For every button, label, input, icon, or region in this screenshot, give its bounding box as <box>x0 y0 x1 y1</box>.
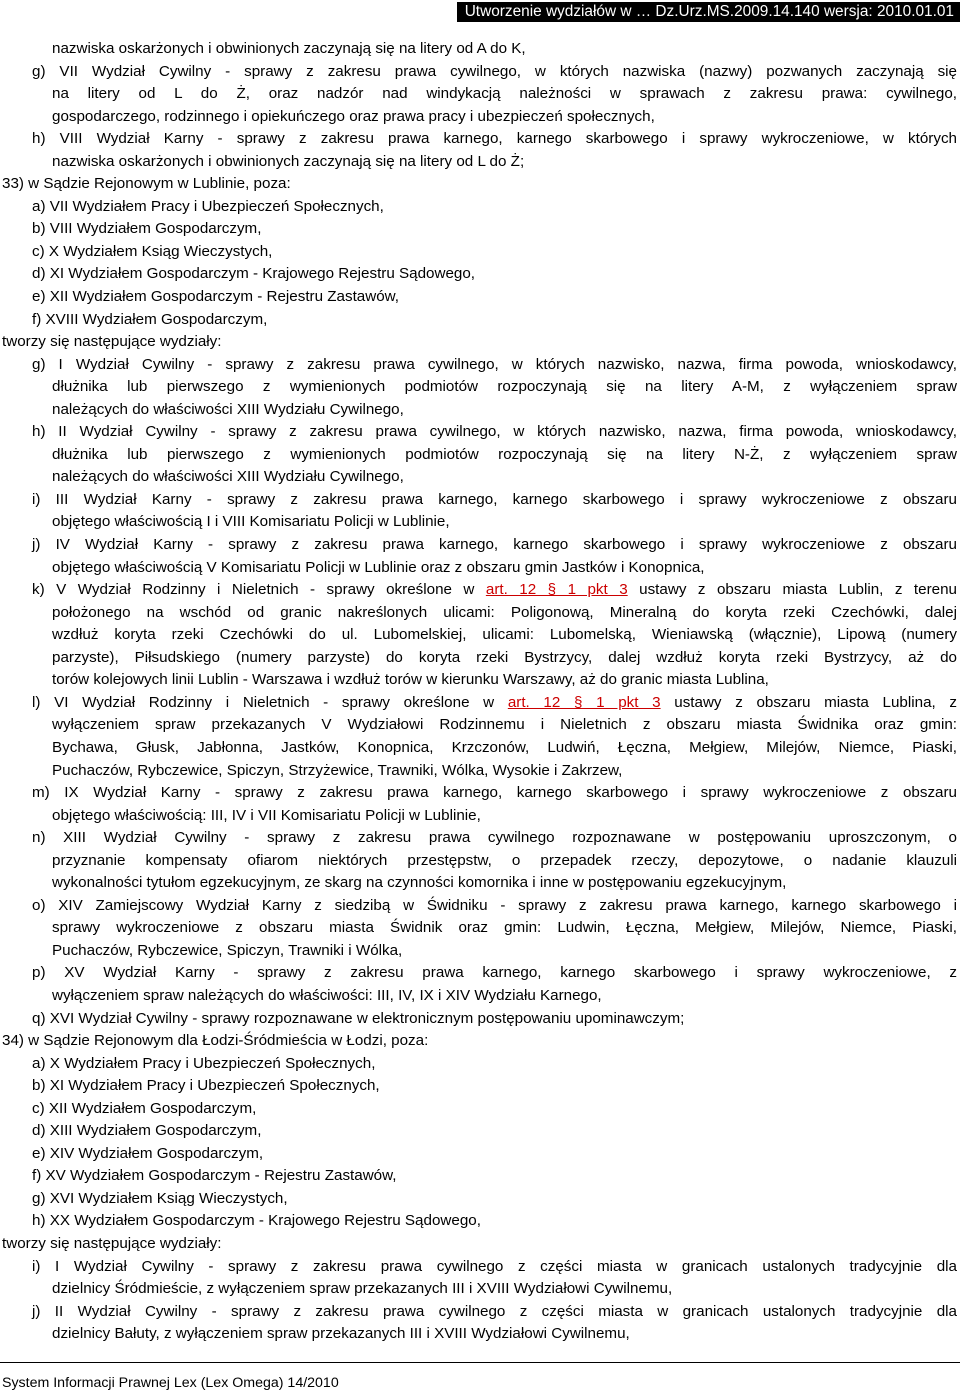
text-line: dzielnicy Śródmieście, z wyłączeniem spraw przekazanych III i XVIII Wydziałowi Cywilnemu, <box>52 1280 673 1298</box>
line-text-after-link: ustawy z obszaru miasta Lublina, z <box>660 693 957 711</box>
text-line: objętego właściwością V Komisariatu Policji w Lublinie oraz z obszaru gmin Jastków i Konopnica, <box>52 558 705 576</box>
text-line: dzielnicy Bałuty, z wyłączeniem spraw przekazanych III i XVIII Wydziałowi Cywilnemu, <box>52 1325 630 1343</box>
line-text-before-link: k) V Wydział Rodzinny i Nieletnich - sprawy określone w <box>32 581 486 599</box>
text-line: j) IV Wydział Karny - sprawy z zakresu prawa karnego, karnego skarbowego i sprawy wykroczeniowe z obszaru <box>32 536 957 554</box>
document-body <box>0 38 957 1346</box>
text-line: Puchaczów, Rybczewice, Spiczyn, Trawniki i Wólka, <box>52 941 403 959</box>
article-link[interactable]: art. 12 § 1 pkt 3 <box>507 693 661 711</box>
text-line <box>0 692 957 715</box>
footer-text: System Informacji Prawnej Lex (Lex Omega) 14/2010 <box>2 1375 339 1391</box>
text-line: n) XIII Wydział Cywilny - sprawy z zakresu prawa cywilnego rozpoznawane w postępowaniu uproszczonym, o <box>32 829 957 847</box>
text-line: q) XVI Wydział Cywilny - sprawy rozpoznawane w elektronicznym postępowaniu upominawczym; <box>32 1009 685 1027</box>
text-line: i) III Wydział Karny - sprawy z zakresu prawa karnego, karnego skarbowego i sprawy wykroczeniowe z obszaru <box>32 490 957 508</box>
text-line: należących do właściwości XIII Wydziału Cywilnego, <box>52 400 404 418</box>
text-line: m) IX Wydział Karny - sprawy z zakresu prawa karnego, karnego skarbowego i sprawy wykroczeniowe z obszaru <box>32 784 957 802</box>
text-line <box>0 579 957 602</box>
text-line: wyłączeniem spraw przekazanych V Wydziałowi Rodzinnemu i Nieletnich z obszaru miasta Świdnika oraz gmin: <box>52 716 957 734</box>
text-line: h) II Wydział Cywilny - sprawy z zakresu prawa cywilnego, w których nazwisko, nazwa, firma powoda, wnioskodawcy, <box>32 423 957 441</box>
text-line: 33) w Sądzie Rejonowym w Lublinie, poza: <box>2 175 291 193</box>
text-line: f) XV Wydziałem Gospodarczym - Rejestru Zastawów, <box>32 1167 397 1185</box>
document-header <box>457 2 960 22</box>
text-line: położonego na wschód od granic nakreślonych ulicami: Poligonową, Mineralną do koryta rzeki Czechówki, dalej <box>52 603 957 621</box>
text-line: c) X Wydziałem Ksiąg Wieczystych, <box>32 242 273 260</box>
text-line: g) I Wydział Cywilny - sprawy z zakresu prawa cywilnego, w których nazwisko, nazwa, firma powoda, wnioskodawcy, <box>32 355 957 373</box>
line-text-before-link: l) VI Wydział Rodzinny i Nieletnich - sprawy określone w <box>32 693 508 711</box>
text-line: nazwiska oskarżonych i obwinionych zaczynają się na litery od L do Ż; <box>52 152 525 170</box>
text-line: na litery od L do Ż, oraz nadzór nad windykacją należności w sprawach z zakresu prawa: cywilnego, <box>52 85 957 103</box>
text-line: b) XI Wydziałem Pracy i Ubezpieczeń Społecznych, <box>32 1077 380 1095</box>
text-line: parzyste), Piłsudskiego (numery parzyste) do koryta rzeki Bystrzycy, dalej wzdłuż koryta rzeki Bystrzycy, aż do <box>52 648 957 666</box>
line-text-after-link: ustawy z obszaru miasta Lublin, z terenu <box>627 581 957 599</box>
text-line: f) XVIII Wydziałem Gospodarczym, <box>32 310 268 328</box>
text-line: g) XVI Wydziałem Ksiąg Wieczystych, <box>32 1189 288 1207</box>
text-line: należących do właściwości XIII Wydziału Cywilnego, <box>52 468 404 486</box>
article-link[interactable]: art. 12 § 1 pkt 3 <box>485 581 628 599</box>
text-line: h) VIII Wydział Karny - sprawy z zakresu prawa karnego, karnego skarbowego i sprawy wykroczeniowe, w których <box>32 130 957 148</box>
text-line: a) X Wydziałem Pracy i Ubezpieczeń Społecznych, <box>32 1054 376 1072</box>
text-line: tworzy się następujące wydziały: <box>2 1234 222 1252</box>
text-line: e) XIV Wydziałem Gospodarczym, <box>32 1144 264 1162</box>
text-line: i) I Wydział Cywilny - sprawy z zakresu prawa cywilnego z części miasta w granicach ustalonych tradycyjnie dla <box>32 1257 957 1275</box>
text-line: j) II Wydział Cywilny - sprawy z zakresu prawa cywilnego z części miasta w granicach ustalonych tradycyjnie dla <box>32 1302 957 1320</box>
text-line: nazwiska oskarżonych i obwinionych zaczynają się na litery od A do K, <box>52 40 526 57</box>
text-line: d) XIII Wydziałem Gospodarczym, <box>32 1122 262 1140</box>
text-line: 34) w Sądzie Rejonowym dla Łodzi-Śródmieścia w Łodzi, poza: <box>2 1032 429 1050</box>
text-line: dłużnika lub pierwszego z wymienionych podmiotów rozpoczynają się na litery A-M, z wyłączeniem spraw <box>52 378 957 396</box>
text-line: e) XII Wydziałem Gospodarczym - Rejestru Zastawów, <box>32 288 400 306</box>
text-line: dłużnika lub pierwszego z wymienionych podmiotów rozpoczynają się na litery N-Ż, z wyłączeniem spraw <box>52 445 957 463</box>
text-line: p) XV Wydział Karny - sprawy z zakresu prawa karnego, karnego skarbowego i sprawy wykroczeniowe, z <box>32 964 957 982</box>
text-line: Bychawa, Głusk, Jabłonna, Jastków, Konopnica, Krzczonów, Ludwiń, Łęczna, Mełgiew, Milejów, Niemce, Piaski, <box>52 738 957 756</box>
text-line: wzdłuż koryta rzeki Czechówki do ul. Lubomelskiej, ulicami: Lubomelską, Wieniawską (włącznie), Lipową (numery <box>52 626 957 644</box>
text-line: wyłączeniem spraw należących do właściwości: III, IV, IX i XIV Wydziału Karnego, <box>52 986 602 1004</box>
text-line: wykonalności tytułom egzekucyjnym, ze skarg na czynności komornika i inne w postępowaniu egzekucyjnym, <box>52 874 787 892</box>
text-line: o) XIV Zamiejscowy Wydział Karny z siedzibą w Świdniku - sprawy z zakresu prawa karnego, karnego skarbowego i <box>32 896 957 914</box>
text-line: przyznanie kompensaty ofiarom niektórych przestępstw, o przepadek rzeczy, depozytowe, o nadanie klauzuli <box>52 851 957 869</box>
document-footer <box>0 1362 960 1393</box>
text-line: objętego właściwością: III, IV i VII Komisariatu Policji w Lublinie, <box>52 806 481 824</box>
text-line: g) VII Wydział Cywilny - sprawy z zakresu prawa cywilnego, w których nazwiska (nazwy) pozwanych zaczynają się <box>32 62 957 80</box>
text-line: h) XX Wydziałem Gospodarczym - Krajowego Rejestru Sądowego, <box>32 1212 481 1230</box>
text-line: a) VII Wydziałem Pracy i Ubezpieczeń Społecznych, <box>32 197 384 215</box>
text-line: torów kolejowych linii Lublin - Warszawa i wzdłuż torów w kierunku Warszawy, aż do granic miasta Lublina, <box>52 671 769 689</box>
text-line: tworzy się następujące wydziały: <box>2 333 222 351</box>
text-line: c) XII Wydziałem Gospodarczym, <box>32 1099 257 1117</box>
text-line: Puchaczów, Rybczewice, Spiczyn, Strzyżewice, Trawniki, Wólka, Wysokie i Zakrzew, <box>52 761 623 779</box>
text-line: gospodarczego, rodzinnego i opiekuńczego oraz prawa pracy i ubezpieczeń społecznych, <box>52 107 655 125</box>
document-title: Utworzenie wydziałów w … Dz.Urz.MS.2009.14.140 wersja: 2010.01.01 <box>464 3 954 20</box>
text-line: objętego właściwością I i VIII Komisariatu Policji w Lublinie, <box>52 513 450 531</box>
text-line: d) XI Wydziałem Gospodarczym - Krajowego Rejestru Sądowego, <box>32 265 476 283</box>
text-line: b) VIII Wydziałem Gospodarczym, <box>32 220 262 238</box>
text-line: sprawy wykroczeniowe z obszaru miasta Świdnik oraz gmin: Ludwin, Łęczna, Mełgiew, Milejów, Niemce, Piaski, <box>52 919 957 937</box>
